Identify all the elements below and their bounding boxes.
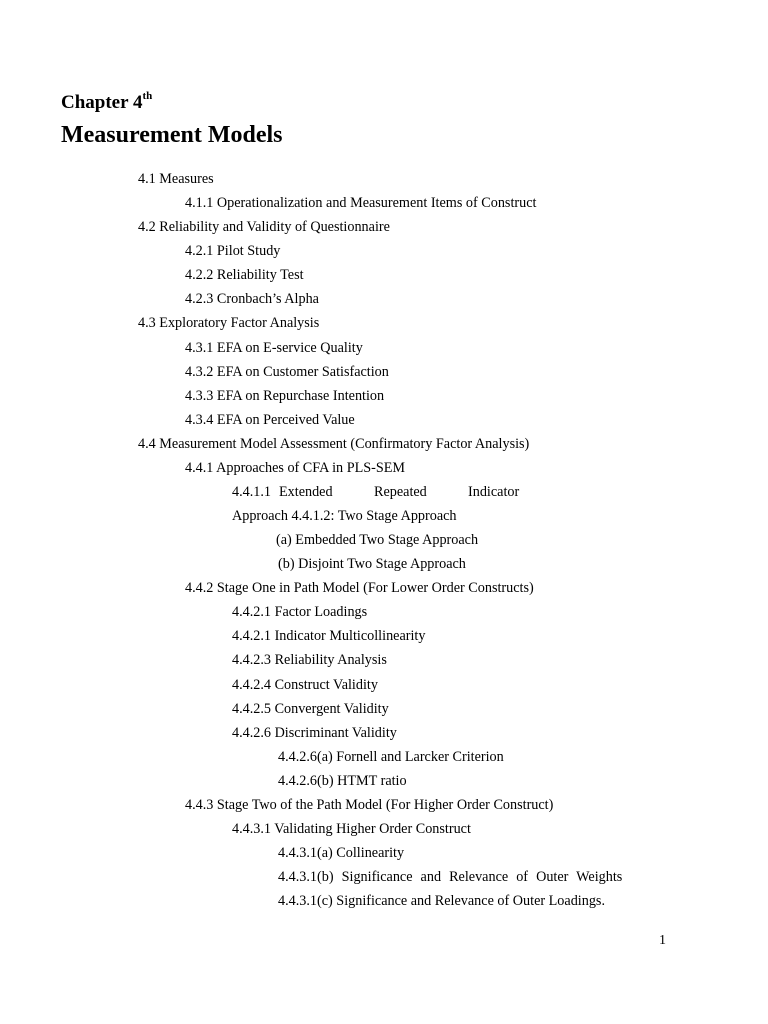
toc-entry: 4.2.3 Cronbach’s Alpha [185, 291, 319, 307]
chapter-ordinal-suffix: th [142, 89, 153, 102]
toc-entry: 4.4.3 Stage Two of the Path Model (For Higher Order Construct) [185, 797, 554, 813]
toc-entry-number: 4.4.1.1 [232, 484, 272, 500]
toc-entry: 4.4 Measurement Model Assessment (Confirmatory Factor Analysis) [138, 436, 530, 452]
chapter-title: Measurement Models [61, 122, 283, 148]
toc-entry: 4.4.2.5 Convergent Validity [232, 701, 389, 717]
toc-entry: 4.2.2 Reliability Test [185, 267, 304, 283]
toc-entry: (b) Disjoint Two Stage Approach [278, 556, 466, 572]
toc-entry-word: Repeated [374, 484, 427, 500]
chapter-heading [61, 89, 153, 114]
toc-entry: 4.3.2 EFA on Customer Satisfaction [185, 364, 389, 380]
toc-entry: 4.4.3.1(b) Significance and Relevance of Outer Weights [278, 869, 623, 885]
toc-entry: 4.4.2.6(b) HTMT ratio [278, 773, 407, 789]
toc-entry: Approach 4.4.1.2: Two Stage Approach [232, 508, 457, 524]
toc-entry: 4.2.1 Pilot Study [185, 243, 281, 259]
toc-entry: 4.4.2.1 Indicator Multicollinearity [232, 628, 426, 644]
toc-entry: 4.4.2.6 Discriminant Validity [232, 725, 397, 741]
toc-entry: 4.3.4 EFA on Perceived Value [185, 412, 355, 428]
toc-entry: 4.4.2 Stage One in Path Model (For Lower Order Constructs) [185, 580, 534, 596]
toc-entry: 4.1 Measures [138, 171, 214, 187]
toc-entry: 4.3.1 EFA on E-service Quality [185, 340, 363, 356]
toc-entry: 4.4.2.4 Construct Validity [232, 677, 378, 693]
toc-entry: 4.2 Reliability and Validity of Questionnaire [138, 219, 390, 235]
page-number: 1 [659, 933, 666, 948]
toc-entry-word: Indicator [468, 484, 520, 500]
toc-entry: 4.4.3.1 Validating Higher Order Construct [232, 821, 471, 837]
toc-entry: 4.4.2.3 Reliability Analysis [232, 652, 387, 668]
toc-entry: 4.3.3 EFA on Repurchase Intention [185, 388, 385, 404]
toc-entry-word: Extended [279, 484, 333, 500]
toc-entry: 4.4.1 Approaches of CFA in PLS-SEM [185, 460, 406, 476]
toc-entry: 4.4.3.1(a) Collinearity [278, 845, 405, 861]
toc-entry: 4.4.3.1(c) Significance and Relevance of Outer Loadings. [278, 893, 605, 909]
chapter-label: Chapter 4 [61, 92, 143, 113]
toc-entry: 4.1.1 Operationalization and Measurement Items of Construct [185, 195, 537, 211]
toc-entry: 4.3 Exploratory Factor Analysis [138, 315, 320, 331]
toc-entry: 4.4.2.1 Factor Loadings [232, 604, 368, 620]
toc-entry: (a) Embedded Two Stage Approach [276, 532, 479, 548]
toc-entry: 4.4.2.6(a) Fornell and Larcker Criterion [278, 749, 504, 765]
